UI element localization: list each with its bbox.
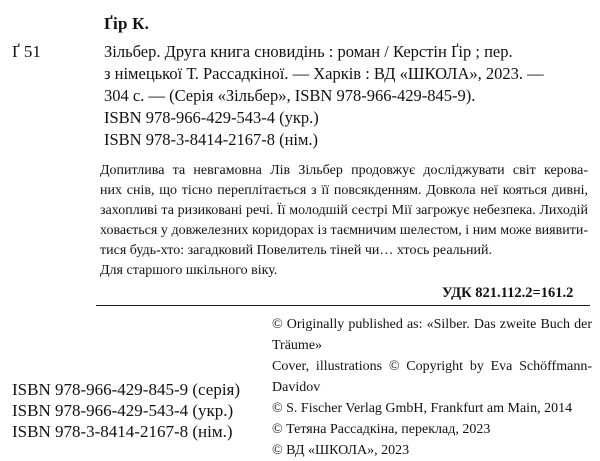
classification-code: Ґ 51 xyxy=(12,42,41,61)
copyright-line: © Тетяна Рассадкіна, переклад, 2023 xyxy=(272,422,491,437)
audience-note: Для старшого шкільного віку. xyxy=(100,263,278,278)
copyright-line: Davidov xyxy=(272,380,321,395)
copyright-line: © S. Fischer Verlag GmbH, Frankfurt am Main, 2014 xyxy=(272,401,573,416)
author-heading: Ґір К. xyxy=(104,14,150,33)
udk-code: УДК 821.112.2=161.2 xyxy=(442,285,574,301)
bibliographic-line-2: з німецької Т. Рассадкіної. — Харків : ВД «ШКОЛА», 2023. — xyxy=(104,64,544,83)
copyright-line: Träume» xyxy=(272,338,323,353)
isbn-german-2: ISBN 978-3-8414-2167-8 (нім.) xyxy=(12,422,233,441)
isbn-ukrainian: ISBN 978-966-429-543-4 (укр.) xyxy=(104,108,319,127)
isbn-ukrainian-2: ISBN 978-966-429-543-4 (укр.) xyxy=(12,401,234,420)
copyright-block xyxy=(272,314,592,461)
bibliographic-line-1: Зільбер. Друга книга сновидінь : роман / Керстін Ґір ; пер. xyxy=(104,42,513,61)
annotation-line: них снів, що тісно переплітається з її повсякденням. Довкола неї кояться дивні, xyxy=(100,183,588,198)
copyright-line: © ВД «ШКОЛА», 2023 xyxy=(272,443,410,458)
annotation-line: захопливі та ризиковані речі. Її молодшій сестрі Мії загрожує небезпека. Лиходій xyxy=(100,203,588,218)
bibliographic-line-3: 304 с. — (Серія «Зільбер», ISBN 978-966-429-845-9). xyxy=(104,86,476,105)
annotation-text xyxy=(100,161,588,281)
copyright-line: © Originally published as: «Silber. Das zweite Buch der xyxy=(272,317,592,332)
annotation-line: тися будь-хто: загадковий Повелитель тіней чи… хтось реальний. xyxy=(100,243,492,258)
annotation-line: ховається у довжелезних коридорах із таємничим шелестом, і ним може виявити- xyxy=(100,223,588,238)
annotation-line: Допитлива та невгамовна Лів Зільбер продовжує досліджувати світ керова- xyxy=(100,163,588,178)
isbn-german: ISBN 978-3-8414-2167-8 (нім.) xyxy=(104,130,319,149)
divider-line xyxy=(96,305,590,306)
isbn-series: ISBN 978-966-429-845-9 (серія) xyxy=(12,380,241,399)
copyright-line: Cover, illustrations © Copyright by Eva Schöffmann- xyxy=(272,359,592,374)
